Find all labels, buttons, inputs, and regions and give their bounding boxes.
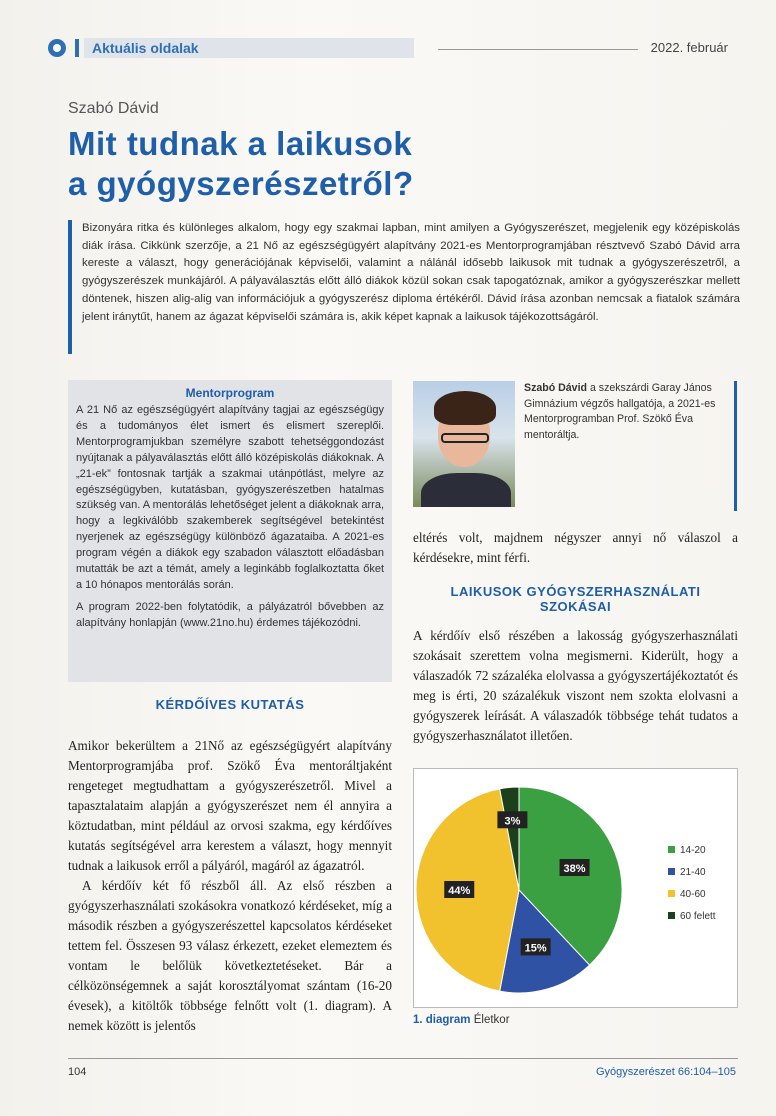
page-number: 104 bbox=[68, 1066, 87, 1078]
title-line-1: Mit tudnak a laikusok bbox=[68, 125, 413, 162]
body-paragraph: A kérdőív két fő részből áll. Az első részben a gyógyszerhasználati szokásokra vonatkozó kérdéseket, míg a második részben a gyógyszerészettel kapcsolatos kérdéseket tettem fel. Összesen 93 válasz érkezett, ezeket elemeztem és vontam le belőlük következtetéseket. Bár a célközönségemnek a saját korosztályomat szántam (16-20 évesek), a kitöltők többsége felnőtt volt (1. diagram). A nemek között is jelentős bbox=[68, 878, 392, 1033]
footer-rule bbox=[68, 1058, 738, 1059]
pie-chart-svg bbox=[414, 769, 737, 1007]
age-pie-chart bbox=[413, 768, 738, 1008]
box-paragraph: A program 2022-ben folytatódik, a pályázatról bővebben az alapítvány honlapján (www.21no.hu) érdemes tájékozódni. bbox=[76, 600, 384, 629]
header-rule bbox=[438, 49, 638, 50]
box-title: Mentorprogram bbox=[185, 386, 275, 400]
issue-date: 2022. február bbox=[650, 40, 728, 55]
author-photo bbox=[413, 381, 515, 507]
article-lead: Bizonyára ritka és különleges alkalom, hogy egy szakmai lapban, mint amilyen a Gyógyszerészet, megjelenik egy középiskolás diák írása. Cikkünk szerzője, a 21 Nő az egészségügyért alapítvány 2021-es Mentorprogramjában résztvevő Szabó Dávid arra kereste a választ, hogy generációjának képviselői, valamint a nálánál idősebb laikusok mit tudnak a gyógyszerészetről, a gyógyszerészek munkájáról. A pályaválasztás előtt álló diákok közül sokan csak tapogatóznak, amikor a gyógyszerészkar mellett döntenek, hiszen alig-alig van információjuk a gyógyszerész diploma értékéről. Dávid írása azonban nemcsak a fiatalok számára jelent iránytűt, hanem az ágazat képviselői számára is, akik képet kapnak a laikusok tájékozottságáról. bbox=[68, 220, 740, 354]
section-name: Aktuális oldalak bbox=[92, 40, 199, 56]
article-author: Szabó Dávid bbox=[68, 100, 159, 117]
body-continuation: eltérés volt, majdnem négyszer annyi nő válaszol a kérdésekre, mint férfi. bbox=[413, 530, 738, 565]
header-divider bbox=[75, 39, 79, 57]
legend-swatch bbox=[668, 846, 675, 853]
caption-text: a szekszárdi Garay János Gimnázium végzős hallgatója, a 2021-es Mentorprogramban Prof. Szökő Éva mentoráltja. bbox=[524, 382, 716, 441]
legend-label: 40-60 bbox=[680, 889, 706, 900]
box-paragraph: A 21 Nő az egészségügyért alapítvány tagjai az egészségügy és a tudományos élet ismert és elismert szereplői. Mentorprogramjukban személyre szabott tehetséggondozást nyújtanak a pályaválasztás előtt álló középiskolás diákoknak. A „21-ek” fontosnak tartják a szakmai utánpótlást, melyre az egészségügyben, kutatásban, gyógyszerészetben hatalmas szükség van. A mentorálás lehetőséget jelent a diákoknak arra, hogy a legkiválóbb szakemberek segítségével betekintést nyerjenek az egészségügy különböző ágazataiba. A 2021-es program végén a diákok egy szabadon választott előadásban mutatták be azt a témát, amely a leginkább foglalkoztatta őket a 10 hónapos mentorálás során. bbox=[76, 404, 384, 591]
section-heading: KÉRDŐÍVES KUTATÁS bbox=[155, 697, 305, 712]
title-line-2: a gyógyszerészetről? bbox=[68, 165, 414, 202]
target-icon bbox=[48, 39, 66, 57]
body-paragraph: Amikor bekerültem a 21Nő az egészségügyért alapítvány Mentorprogramjába prof. Szökő Éva mentoráltjaként rengeteget megtudhattam a gyógyszerészetről. Mivel a tapasztalataim alapján a gyógyszerészet nem él annyira a köztudatban, mint például az orvosi szakma, egy kérdőíves kutatás segítségével arra kerestem a választ, hogy mennyit tudnak a laikusok erről a pályáról, magáról az ágazatról. bbox=[68, 738, 392, 873]
page-header bbox=[48, 38, 728, 58]
journal-citation: Gyógyszerészet 66:104–105 bbox=[595, 1066, 736, 1078]
mentorprogram-box bbox=[68, 380, 392, 682]
legend-swatch bbox=[668, 890, 675, 897]
caption-accent-bar bbox=[734, 381, 737, 511]
photo-caption bbox=[524, 381, 734, 443]
legend-swatch bbox=[668, 912, 675, 919]
pie-data-label bbox=[497, 811, 527, 828]
article-title bbox=[68, 124, 528, 204]
chart-caption bbox=[413, 1014, 510, 1026]
section-heading: LAIKUSOK GYÓGYSZERHASZNÁLATI SZOKÁSAI bbox=[450, 584, 701, 614]
svg-text:44%: 44% bbox=[448, 885, 471, 897]
svg-text:3%: 3% bbox=[504, 815, 521, 828]
pie-data-label bbox=[444, 881, 474, 898]
legend-label: 21-40 bbox=[680, 867, 706, 878]
legend-label: 14-20 bbox=[680, 845, 706, 856]
caption-name: Szabó Dávid bbox=[524, 382, 587, 394]
pie-data-label bbox=[560, 859, 590, 876]
legend-swatch bbox=[668, 868, 675, 875]
svg-text:38%: 38% bbox=[563, 863, 586, 876]
pie-data-label bbox=[521, 938, 551, 955]
body-paragraph: A kérdőív első részében a lakosság gyógyszerhasználati szokásait szerettem volna megismerni. Kiderült, hogy a válaszadók 72 százaléka elolvassa a gyógyszertájékoztatót és meg is érti, 20 százalékuk viszont nem szokta elolvasni a gyógyszerek leírását. A válaszadók többsége tehát tudatos a gyógyszerhasználatot illetően. bbox=[413, 628, 738, 743]
caption-number: 1. diagram bbox=[413, 1014, 471, 1026]
legend-label: 60 felett bbox=[680, 911, 716, 922]
body-column-left bbox=[68, 736, 392, 1036]
svg-text:15%: 15% bbox=[524, 942, 547, 955]
caption-label: Életkor bbox=[470, 1014, 510, 1026]
